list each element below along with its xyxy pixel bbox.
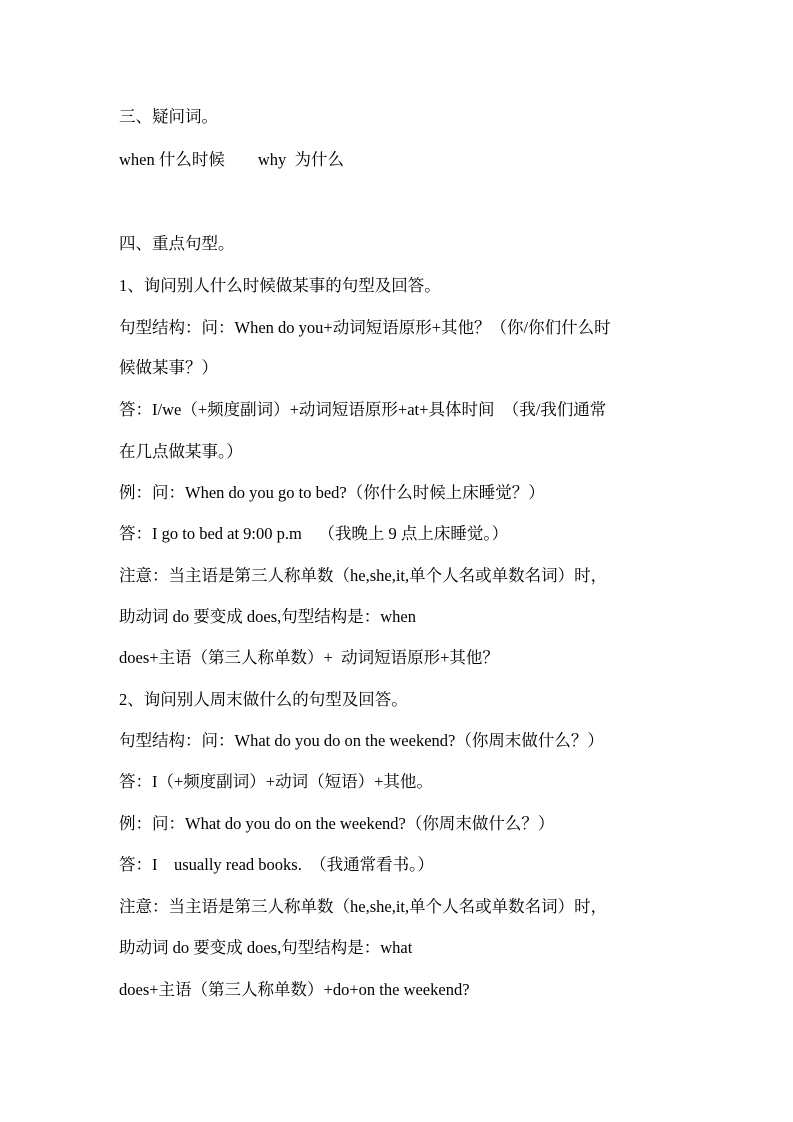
topic-1-note-cont: 助动词 do 要变成 does,句型结构是：when xyxy=(119,607,416,626)
topic-1-structure-cont: 候做某事？） xyxy=(119,358,218,377)
topic-2-note-structure: does+主语（第三人称单数）+do+on the weekend? xyxy=(119,980,470,999)
topic-2-note: 注意：当主语是第三人称单数（he,she,it,单个人名或单数名词）时， xyxy=(119,897,608,916)
topic-1-example-answer: 答：I go to bed at 9:00 p.m （我晚上 9 点上床睡觉。） xyxy=(119,524,509,543)
topic-2-heading: 2、询问别人周末做什么的句型及回答。 xyxy=(119,690,408,709)
topic-2-example-answer: 答：I usually read books. （我通常看书。） xyxy=(119,855,434,874)
topic-1-answer-cont: 在几点做某事。） xyxy=(119,442,243,461)
topic-1-example-question: 例：问：When do you go to bed?（你什么时候上床睡觉？） xyxy=(119,483,545,502)
topic-1-heading: 1、询问别人什么时候做某事的句型及回答。 xyxy=(119,276,441,295)
question-words-line: when 什么时候 why 为什么 xyxy=(119,150,345,169)
topic-1-note-structure: does+主语（第三人称单数）+ 动词短语原形+其他？ xyxy=(119,648,499,667)
topic-2-structure: 句型结构：问：What do you do on the weekend?（你周末做什么？） xyxy=(119,731,604,750)
topic-1-note: 注意：当主语是第三人称单数（he,she,it,单个人名或单数名词）时， xyxy=(119,566,608,585)
topic-1-structure: 句型结构：问：When do you+动词短语原形+其他？（你/你们什么时 xyxy=(119,318,611,337)
section-heading-key-sentences: 四、重点句型。 xyxy=(119,234,235,253)
section-heading-question-words: 三、疑问词。 xyxy=(119,107,218,126)
topic-2-answer: 答：I（+频度副词）+动词（短语）+其他。 xyxy=(119,772,433,791)
topic-2-note-cont: 助动词 do 要变成 does,句型结构是：what xyxy=(119,938,413,957)
topic-2-example-question: 例：问：What do you do on the weekend?（你周末做什么？） xyxy=(119,814,555,833)
topic-1-answer: 答：I/we（+频度副词）+动词短语原形+at+具体时间 （我/我们通常 xyxy=(119,400,607,419)
